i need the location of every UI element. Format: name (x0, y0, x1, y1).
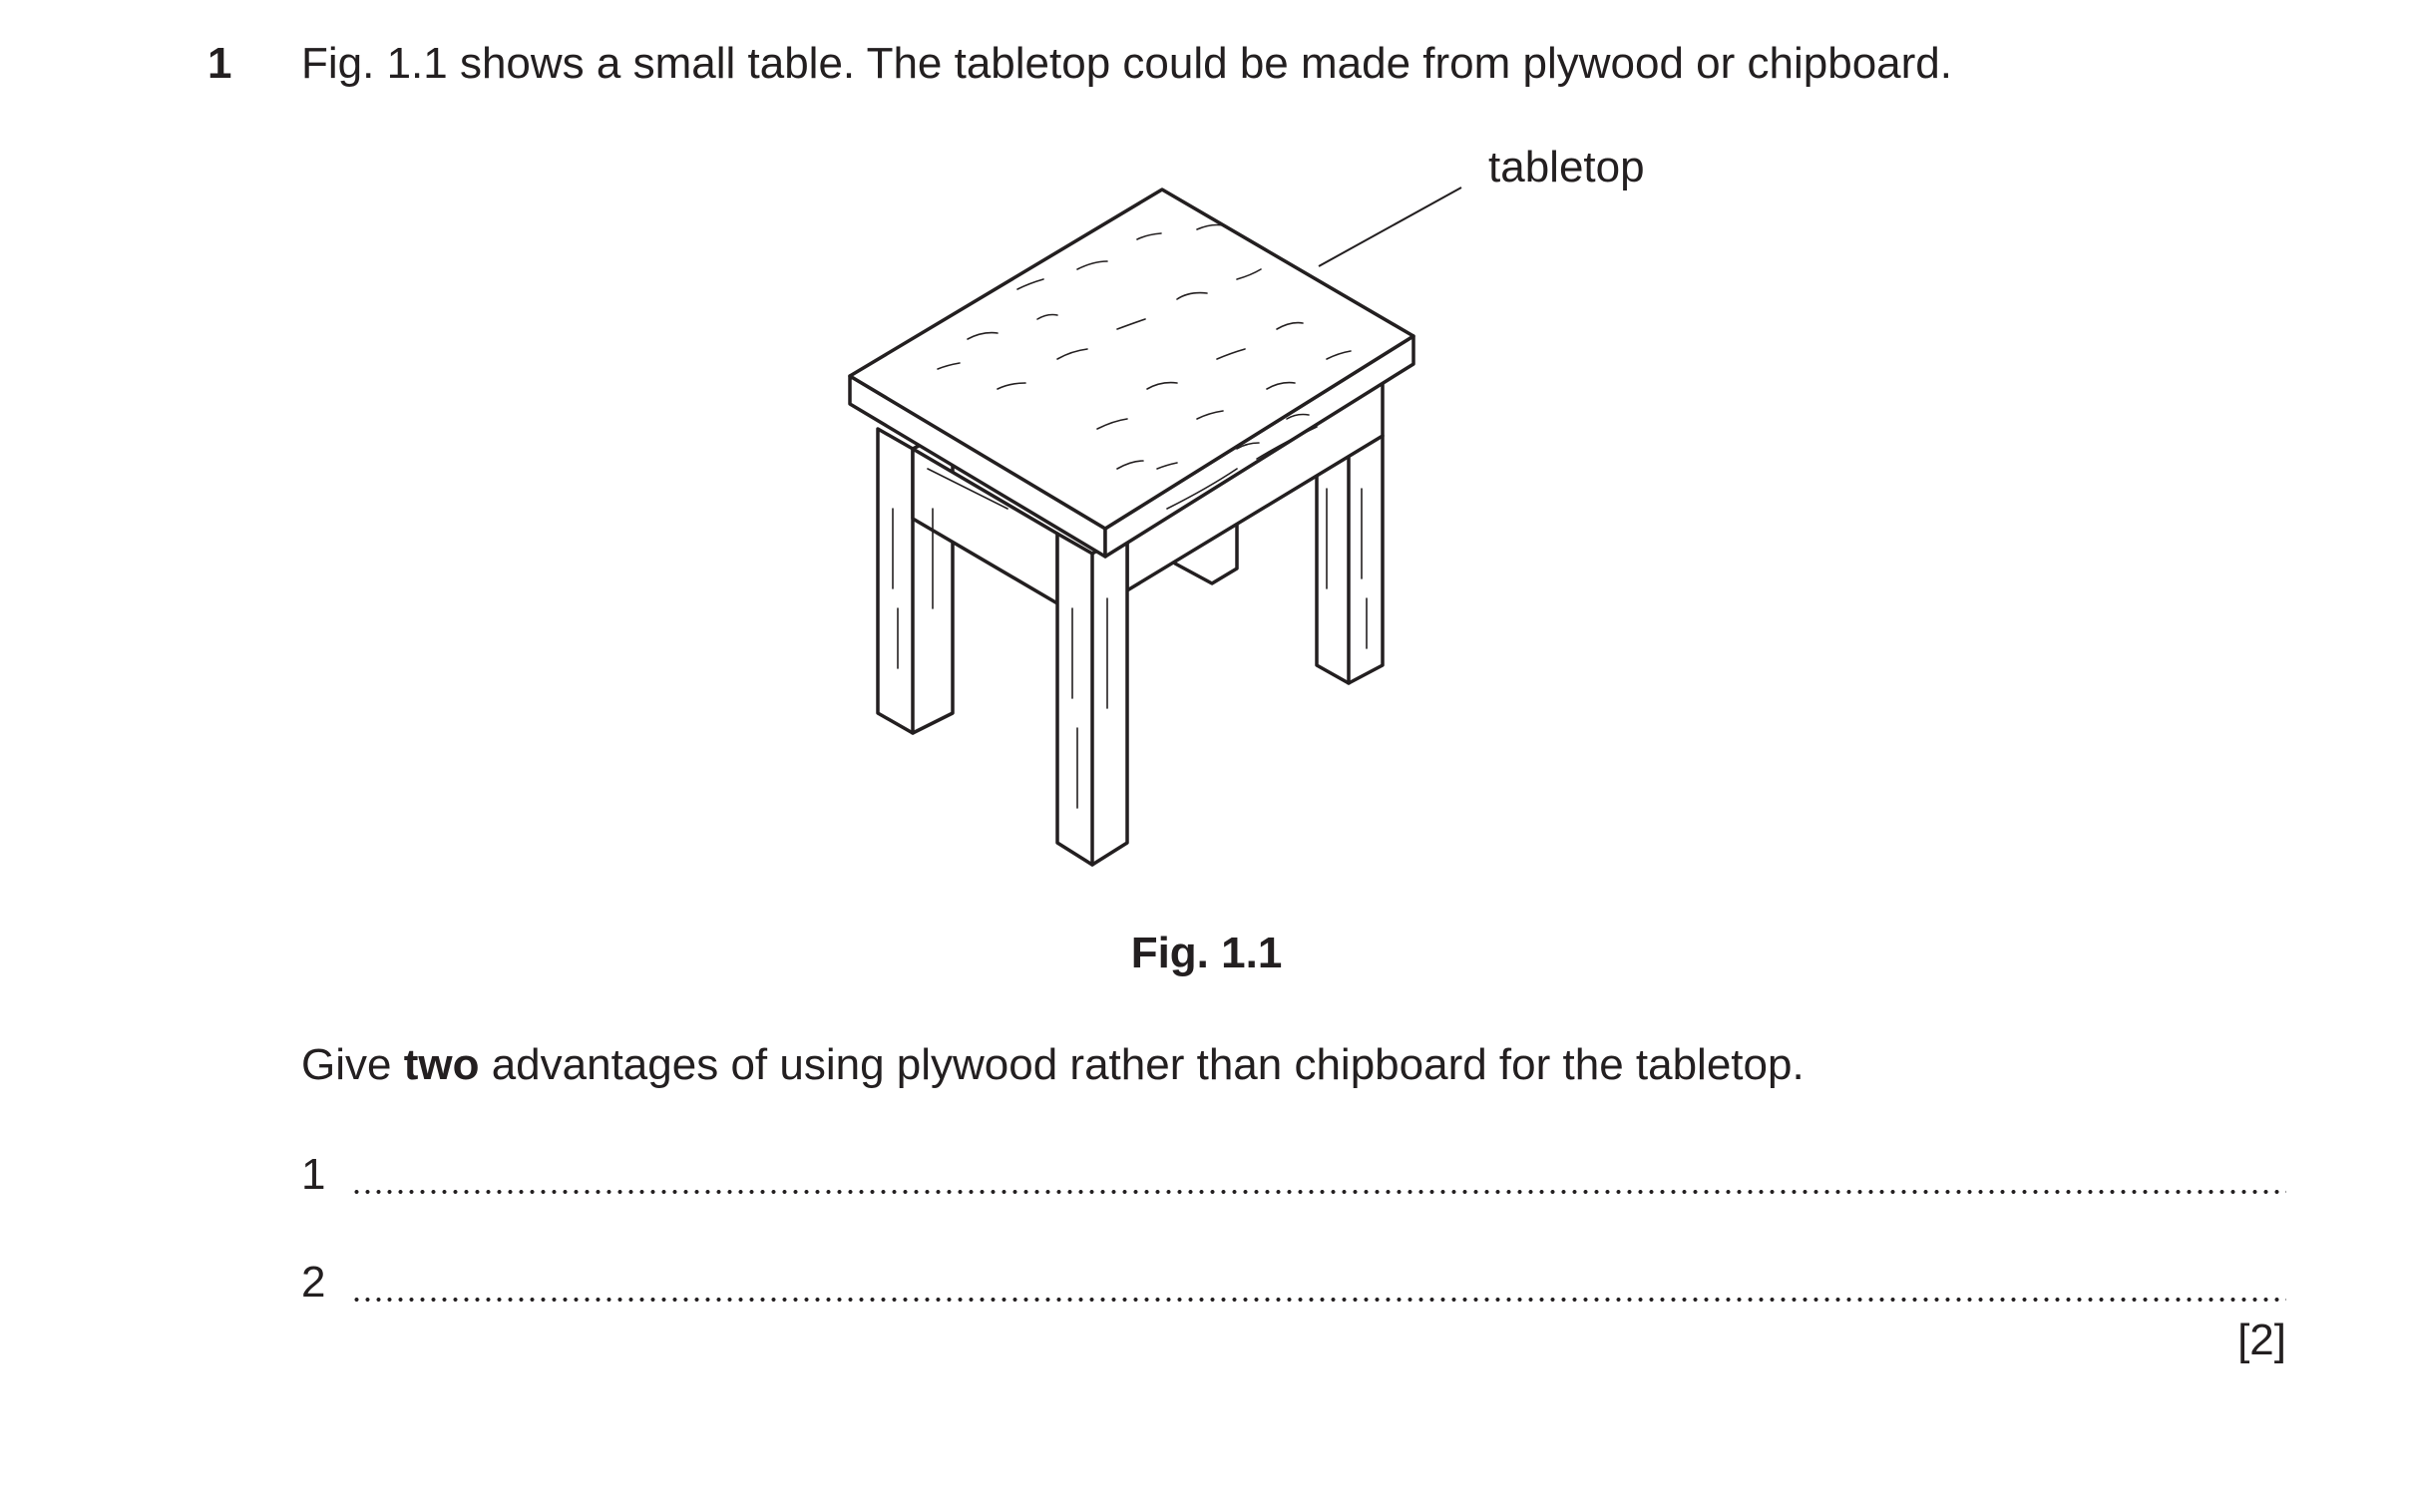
tabletop-label: tabletop (1488, 143, 1645, 191)
question-number: 1 (207, 39, 232, 88)
prompt-text-bold: two (403, 1040, 480, 1089)
figure-caption: Fig. 1.1 (1130, 929, 1283, 977)
answer-line[interactable] (351, 1189, 2286, 1195)
table-illustration (818, 130, 1716, 888)
prompt-text-before: Give (301, 1040, 404, 1089)
answer-line[interactable] (351, 1297, 2286, 1303)
table-figure (818, 130, 1716, 888)
marks-allocation: [2] (2237, 1316, 2286, 1364)
answer-row-1[interactable] (301, 1147, 2286, 1207)
answer-number: 1 (301, 1150, 326, 1199)
tabletop-leader-line (1319, 188, 1461, 266)
question-stem: Fig. 1.1 shows a small table. The tabletop could be made from plywood or chipboard. (301, 39, 1952, 88)
answer-number: 2 (301, 1258, 326, 1307)
prompt-text-after: advantages of using plywood rather than chipboard for the tabletop. (479, 1040, 1805, 1089)
answer-row-2[interactable] (301, 1255, 2286, 1315)
question-prompt (301, 1037, 1805, 1093)
